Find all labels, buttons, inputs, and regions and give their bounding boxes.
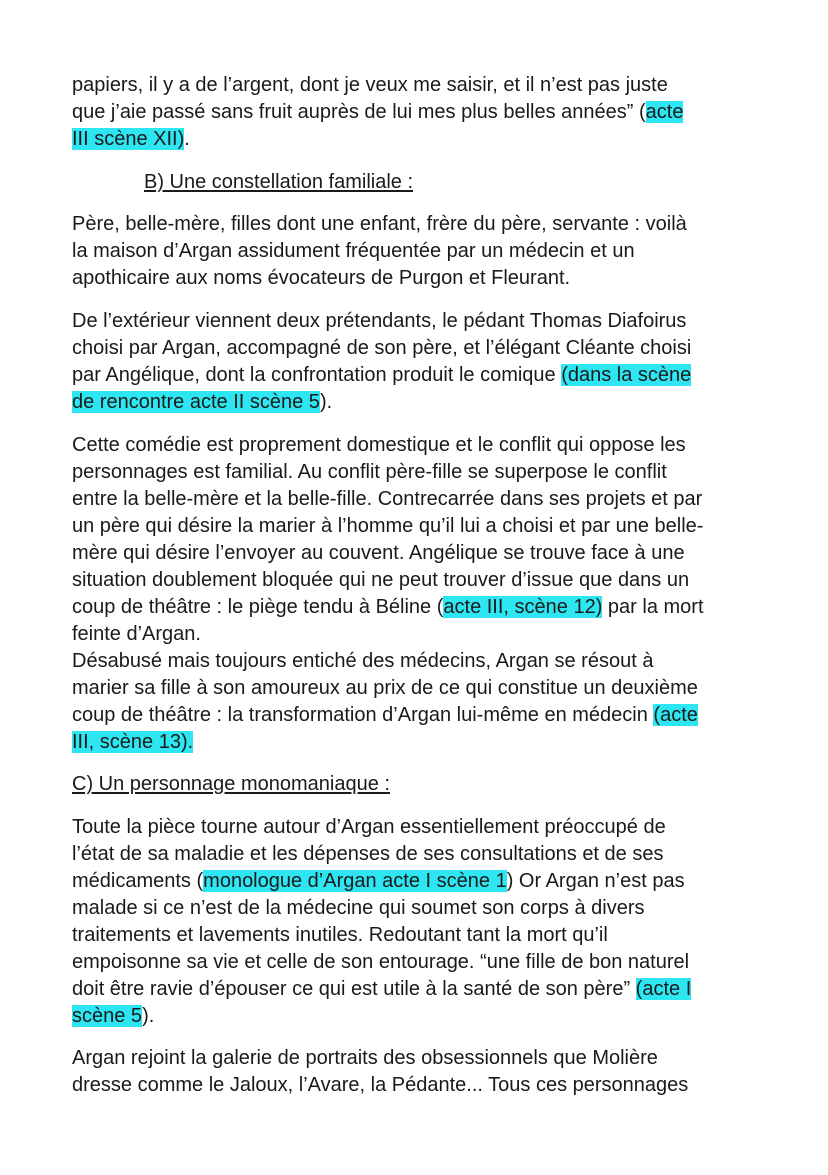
text-span: Argan rejoint la galerie de portraits des obsessionnels que Molière (72, 1047, 658, 1069)
text-span: papiers, il y a de l’argent, dont je veux me saisir, et il n’est pas juste (72, 74, 668, 96)
text-line (72, 99, 683, 126)
section-heading-b (144, 169, 413, 196)
text-span: un père qui désire la marier à l’homme qu’il lui a choisi et par une belle- (72, 515, 704, 537)
text-line (72, 976, 691, 1003)
highlight-reference: monologue d’Argan acte I scène 1 (203, 870, 507, 892)
highlight-reference: acte III, scène 12) (443, 596, 603, 618)
text-line (72, 126, 190, 153)
highlight-reference: acte (645, 101, 684, 123)
text-span: situation doublement bloquée qui ne peut trouver d’issue que dans un (72, 569, 690, 591)
text-line (72, 459, 667, 486)
text-span: personnages est familial. Au conflit père-fille se superpose le conflit (72, 461, 667, 483)
text-line (72, 72, 668, 99)
text-line (72, 841, 663, 868)
highlight-reference: III scène XII) (72, 128, 185, 150)
text-line (72, 868, 685, 895)
text-span: que j’aie passé sans fruit auprès de lui mes plus belles années” ( (72, 101, 646, 123)
text-span: ). (142, 1005, 155, 1027)
text-span: . (184, 128, 190, 150)
heading-text: C) Un personnage monomaniaque : (72, 773, 390, 795)
text-line (72, 895, 645, 922)
text-span: malade si ce n’est de la médecine qui soumet son corps à divers (72, 897, 645, 919)
text-span: De l’extérieur viennent deux prétendants, le pédant Thomas Diafoirus (72, 310, 687, 332)
text-line (72, 362, 691, 389)
text-span: par Angélique, dont la confrontation produit le comique (72, 364, 562, 386)
text-span: dresse comme le Jaloux, l’Avare, la Pédante... Tous ces personnages (72, 1074, 689, 1096)
highlight-reference: (acte I (635, 978, 692, 1000)
text-span: l’état de sa maladie et les dépenses de ses consultations et de ses (72, 843, 664, 865)
text-line (72, 648, 653, 675)
text-line (72, 513, 703, 540)
heading-text: B) Une constellation familiale : (144, 171, 414, 193)
text-span: par la mort (602, 596, 704, 618)
text-line (72, 335, 691, 362)
text-span: Père, belle-mère, filles dont une enfant, frère du père, servante : voilà (72, 213, 687, 235)
text-span: choisi par Argan, accompagné de son père, et l’élégant Cléante choisi (72, 337, 692, 359)
text-line (72, 540, 685, 567)
text-span: mère qui désire l’envoyer au couvent. Angélique se trouve face à une (72, 542, 685, 564)
text-line (72, 1072, 688, 1099)
text-span: traitements et lavements inutiles. Redoutant tant la mort qu’il (72, 924, 608, 946)
text-line (72, 265, 570, 292)
highlight-reference: de rencontre acte II scène 5 (72, 391, 320, 413)
text-span: Cette comédie est proprement domestique et le conflit qui oppose les (72, 434, 686, 456)
text-line (72, 389, 332, 416)
text-span: entre la belle-mère et la belle-fille. Contrecarrée dans ses projets et par (72, 488, 703, 510)
text-line (72, 432, 686, 459)
text-line (72, 1045, 658, 1072)
text-span: apothicaire aux noms évocateurs de Purgon et Fleurant. (72, 267, 571, 289)
text-span: ) Or Argan n’est pas (506, 870, 685, 892)
text-span: Toute la pièce tourne autour d’Argan essentiellement préoccupé de (72, 816, 666, 838)
text-line (72, 486, 702, 513)
text-line (72, 567, 689, 594)
text-span: coup de théâtre : le piège tendu à Béline ( (72, 596, 444, 618)
text-span: Désabusé mais toujours entiché des médecins, Argan se résout à (72, 650, 654, 672)
text-span: coup de théâtre : la transformation d’Argan lui-même en médecin (72, 704, 654, 726)
text-line (72, 211, 687, 238)
text-line (72, 702, 698, 729)
text-span: marier sa fille à son amoureux au prix de ce qui constitue un deuxième (72, 677, 698, 699)
highlight-reference: III, scène 13). (72, 731, 194, 753)
text-line (72, 922, 608, 949)
text-span: empoisonne sa vie et celle de son entourage. “une fille de bon naturel (72, 951, 690, 973)
text-line (72, 1003, 154, 1030)
highlight-reference: (dans la scène (561, 364, 692, 386)
text-line (72, 621, 201, 648)
text-span: feinte d’Argan. (72, 623, 201, 645)
text-line (72, 594, 704, 621)
text-span: ). (319, 391, 333, 413)
text-line (72, 814, 666, 841)
highlight-reference: scène 5 (72, 1005, 143, 1027)
text-span: médicaments ( (72, 870, 204, 892)
text-line (72, 238, 635, 265)
text-line (72, 949, 689, 976)
highlight-reference: (acte (653, 704, 698, 726)
text-span: doit être ravie d’épouser ce qui est utile à la santé de son père” (72, 978, 636, 1000)
section-heading-c (72, 771, 390, 798)
text-span: la maison d’Argan assidument fréquentée par un médecin et un (72, 240, 635, 262)
text-line (72, 308, 686, 335)
text-line (72, 675, 698, 702)
text-line (72, 729, 193, 756)
